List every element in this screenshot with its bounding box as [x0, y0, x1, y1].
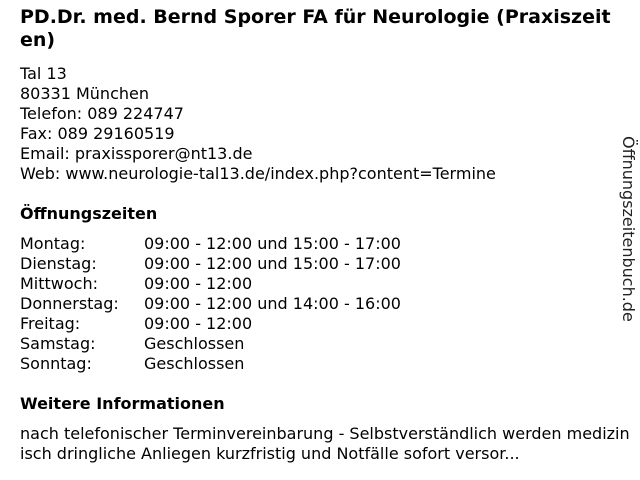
day-label: Samstag:: [20, 334, 96, 353]
opening-hours-heading: Öffnungszeiten: [20, 204, 158, 223]
opening-hours-table: [20, 234, 401, 374]
email-address: Email: praxissporer@nt13.de: [20, 144, 253, 163]
time-value: 09:00 - 12:00 und 15:00 - 17:00: [144, 234, 401, 253]
hours-row-monday: [20, 234, 401, 254]
time-value: Geschlossen: [144, 354, 245, 373]
website-url: Web: www.neurologie-tal13.de/index.php?content=Termine: [20, 164, 496, 183]
address-street: Tal 13: [20, 64, 67, 83]
hours-row-friday: [20, 314, 401, 334]
day-label: Freitag:: [20, 314, 81, 333]
phone-number: Telefon: 089 224747: [20, 104, 184, 123]
page-title: PD.Dr. med. Bernd Sporer FA für Neurologie (Praxiszeiten): [20, 6, 611, 51]
day-label: Montag:: [20, 234, 86, 253]
day-label: Sonntag:: [20, 354, 92, 373]
hours-row-sunday: [20, 354, 401, 374]
time-value: 09:00 - 12:00: [144, 274, 253, 293]
hours-row-wednesday: [20, 274, 401, 294]
time-value: 09:00 - 12:00 und 14:00 - 16:00: [144, 294, 401, 313]
day-label: Donnerstag:: [20, 294, 119, 313]
address-city: 80331 München: [20, 84, 149, 103]
time-value: 09:00 - 12:00: [144, 314, 253, 333]
day-label: Mittwoch:: [20, 274, 98, 293]
day-label: Dienstag:: [20, 254, 97, 273]
further-info-text: nach telefonischer Terminvereinbarung - Selbstverständlich werden medizinisch dringliche Anliegen kurzfristig und Notfälle sofort versor...: [20, 424, 630, 463]
time-value: 09:00 - 12:00 und 15:00 - 17:00: [144, 254, 401, 273]
time-value: Geschlossen: [144, 334, 245, 353]
hours-row-saturday: [20, 334, 401, 354]
site-watermark: Öffnungszeitenbuch.de: [619, 136, 638, 322]
contact-block: [20, 64, 496, 184]
hours-row-tuesday: [20, 254, 401, 274]
fax-number: Fax: 089 29160519: [20, 124, 175, 143]
further-info-heading: Weitere Informationen: [20, 394, 225, 413]
hours-row-thursday: [20, 294, 401, 314]
